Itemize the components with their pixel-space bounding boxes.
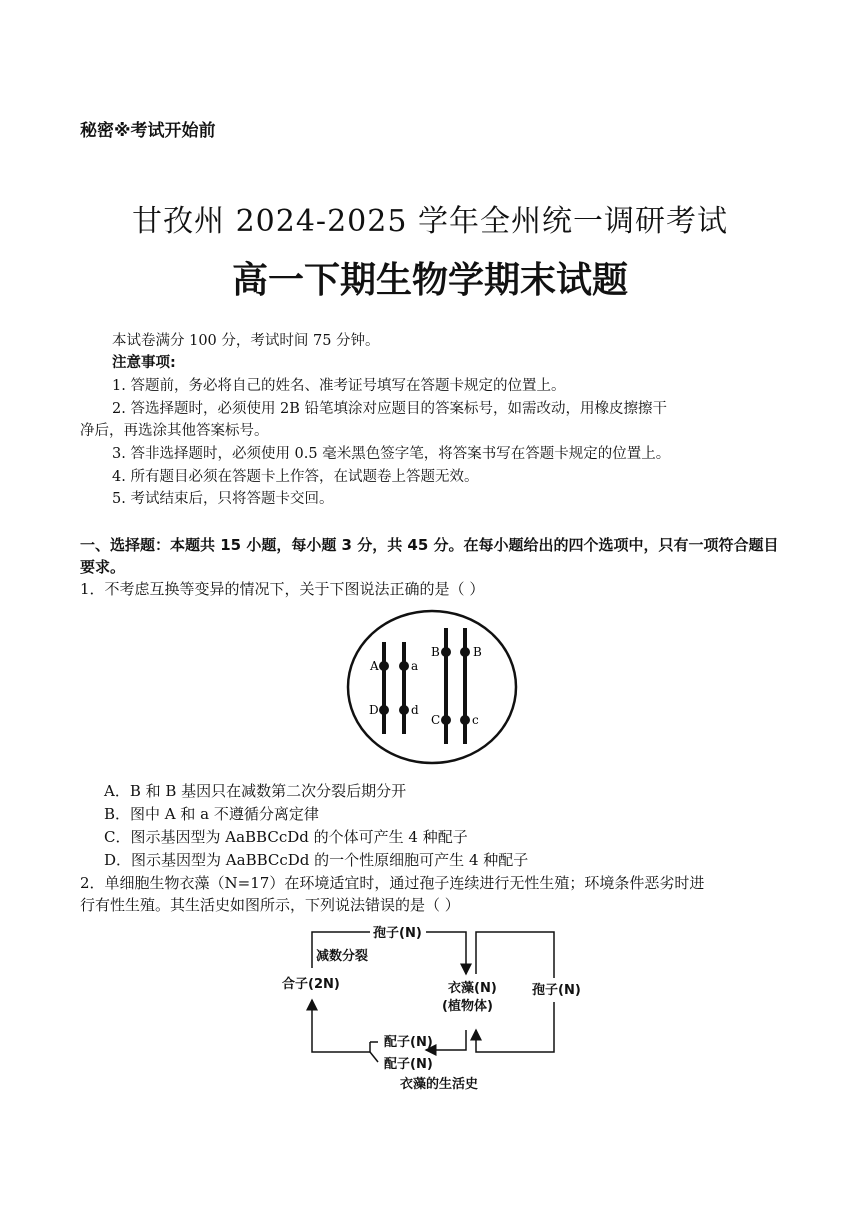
note-item: 1. 答题前，务必将自己的姓名、准考证号填写在答题卡规定的位置上。: [112, 378, 566, 394]
note-item: 4. 所有题目必须在答题卡上作答，在试题卷上答题无效。: [112, 469, 479, 485]
gene-locus: [379, 705, 389, 715]
allele-label: c: [472, 713, 479, 727]
note-item: 5. 考试结束后，只将答题卡交回。: [112, 491, 334, 507]
cell-membrane: [348, 611, 516, 763]
allele-label: d: [411, 703, 419, 717]
exam-intro: 本试卷满分 100 分，考试时间 75 分钟。: [112, 333, 380, 349]
gene-locus: [399, 705, 409, 715]
option-c: C．图示基因型为 AaBBCcDd 的个体可产生 4 种配子: [104, 828, 468, 846]
allele-label: B: [473, 645, 482, 659]
gene-locus: [441, 647, 451, 657]
gene-locus: [460, 715, 470, 725]
arrow-line: [426, 932, 466, 974]
gene-locus: [399, 661, 409, 671]
note-item: 3. 答非选择题时，必须使用 0.5 毫米黑色签字笔，将答案书写在答题卡规定的位置上。: [112, 446, 671, 462]
meiosis-label: 减数分裂: [316, 949, 369, 964]
question-2-stem: 2．单细胞生物衣藻（N=17）在环境适宜时，通过孢子连续进行无性生殖；环境条件恶劣时进: [80, 874, 705, 892]
spore-right-label: 孢子(N): [532, 983, 581, 998]
spore-top-label: 孢子(N): [373, 926, 422, 941]
question-2-stem-continued: 行有性生殖。其生活史如图所示，下列说法错误的是（ ）: [80, 896, 460, 914]
question-1-stem: 1．不考虑互换等变异的情况下，关于下图说法正确的是（ ）: [80, 580, 485, 598]
gene-locus: [460, 647, 470, 657]
note-item-continued: 净后，再选涂其他答案标号。: [80, 423, 269, 439]
zygote-label: 合子(2N): [282, 977, 340, 992]
alga-sub-label: (植物体): [442, 999, 493, 1014]
option-a: A．B 和 B 基因只在减数第二次分裂后期分开: [104, 782, 407, 800]
section-heading: 一、选择题：本题共 15 小题，每小题 3 分，共 45 分。在每小题给出的四个选项中，只有一项符合题目要求。: [80, 536, 779, 576]
allele-label: a: [411, 659, 419, 673]
allele-label: B: [431, 645, 440, 659]
arrow-line: [476, 932, 554, 978]
allele-label: C: [431, 713, 441, 727]
exam-title: 甘孜州 2024-2025 学年全州统一调研考试: [132, 204, 728, 239]
life-cycle-diagram: [270, 920, 590, 1095]
gamete-label: 配子(N): [384, 1035, 433, 1050]
option-b: B．图中 A 和 a 不遵循分离定律: [104, 805, 319, 823]
exam-subtitle: 高一下期生物学期末试题: [231, 260, 628, 301]
cell-diagram: [345, 608, 520, 766]
gene-locus: [441, 715, 451, 725]
allele-label: D: [369, 703, 379, 717]
gamete-label: 配子(N): [384, 1057, 433, 1072]
diagram-caption: 衣藻的生活史: [400, 1077, 479, 1092]
alga-label: 衣藻(N): [448, 981, 497, 996]
notes-heading: 注意事项:: [112, 355, 176, 371]
allele-label: A: [370, 659, 379, 673]
note-item: 2. 答选择题时，必须使用 2B 铅笔填涂对应题目的答案标号，如需改动，用橡皮擦擦干: [112, 401, 668, 417]
arrow-line: [370, 1052, 378, 1062]
arrow-line: [312, 1000, 370, 1052]
option-d: D．图示基因型为 AaBBCcDd 的一个性原细胞可产生 4 种配子: [104, 851, 529, 869]
gene-locus: [379, 661, 389, 671]
confidential-mark: 秘密※考试开始前: [80, 121, 216, 141]
